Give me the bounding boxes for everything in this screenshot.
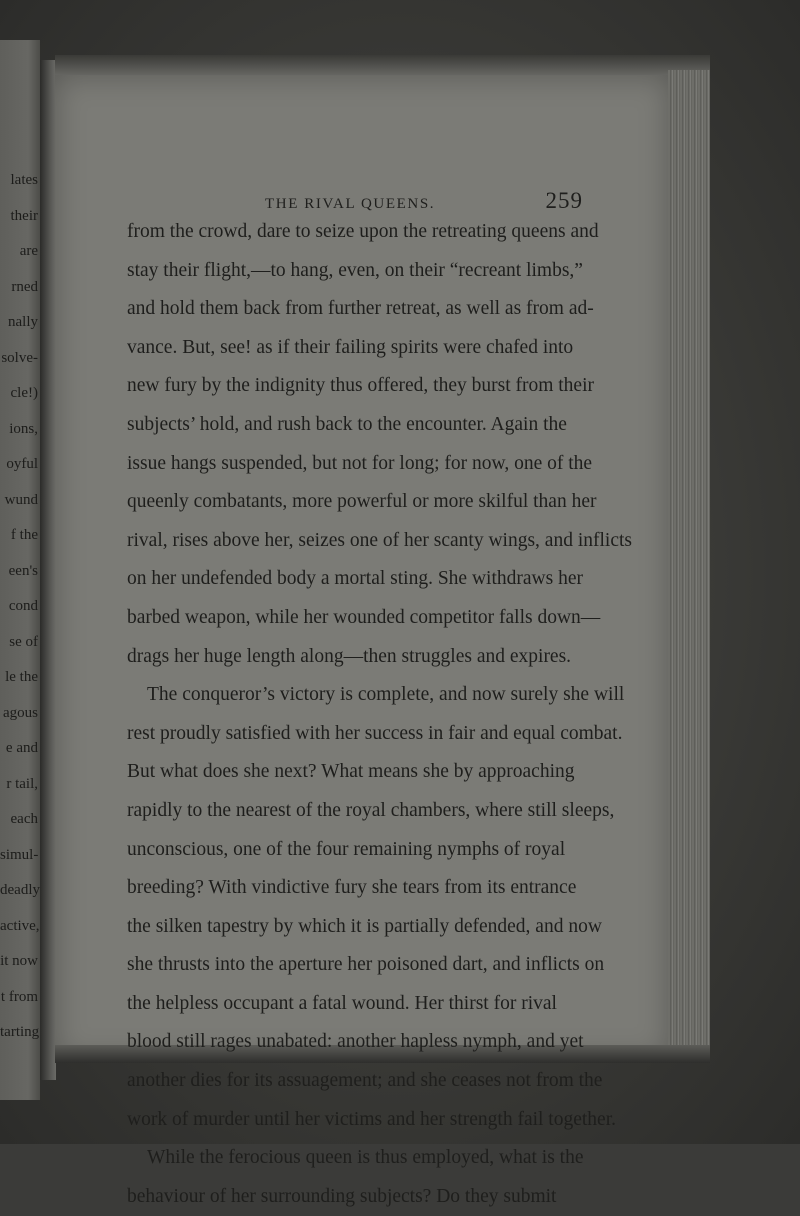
- text-line: breeding? With vindictive fury she tears from its entrance: [127, 877, 577, 899]
- previous-page-fragment: oyful: [6, 456, 38, 472]
- previous-page-fragment: solve-: [1, 349, 38, 366]
- text-line: The conqueror’s victory is complete, and now surely she will: [147, 684, 625, 706]
- text-line: rival, rises above her, seizes one of her scanty wings, and inflicts: [127, 529, 632, 551]
- page-edges-stack: [668, 70, 710, 1060]
- text-line: another dies for its assuagement; and she ceases not from the: [127, 1070, 603, 1092]
- page-top-edge: [55, 55, 710, 77]
- text-line: behaviour of her surrounding subjects? Do they submit: [127, 1185, 557, 1207]
- previous-page-fragment: their: [10, 207, 38, 224]
- previous-page-fragment: each: [10, 811, 38, 827]
- text-line: rapidly to the nearest of the royal chambers, where still sleeps,: [127, 799, 615, 821]
- previous-page-fragment: ions,: [9, 420, 38, 437]
- previous-page-fragment: le the: [5, 669, 38, 685]
- previous-page-fragment: se of: [9, 633, 38, 650]
- text-line: new fury by the indignity thus offered, they burst from their: [127, 375, 595, 397]
- text-line: from the crowd, dare to seize upon the retreating queens and: [127, 221, 599, 242]
- text-line: barbed weapon, while her wounded competitor falls down—: [127, 606, 601, 628]
- text-line: the helpless occupant a fatal wound. Her thirst for rival: [127, 992, 557, 1014]
- text-line: blood still rages unabated: another hapless nymph, and yet: [127, 1031, 584, 1053]
- previous-page-fragment: e and: [5, 740, 38, 756]
- previous-page-fragment: it now: [0, 953, 38, 969]
- previous-page-fragment: rned: [11, 278, 38, 295]
- text-line: vance. But, see! as if their failing spirits were chafed into: [127, 336, 574, 358]
- text-line: But what does she next? What means she by approaching: [127, 761, 575, 783]
- text-line: work of murder until her victims and her strength fail together.: [127, 1108, 616, 1130]
- previous-page-fragment: nally: [8, 314, 38, 330]
- previous-page-fragment: t from: [0, 988, 38, 1005]
- previous-page-edge: [0, 40, 40, 1100]
- text-line: and hold them back from further retreat, as well as from ad-: [127, 298, 594, 320]
- previous-page-fragment: wund: [4, 491, 38, 508]
- previous-page-fragment: active,: [0, 917, 40, 934]
- previous-page-fragment: cle!): [10, 385, 38, 401]
- text-line: on her undefended body a mortal sting. She withdraws her: [127, 568, 583, 590]
- text-line: subjects’ hold, and rush back to the encounter. Again the: [127, 413, 567, 435]
- text-line: queenly combatants, more powerful or more skilful than her: [127, 491, 597, 513]
- text-line: issue hangs suspended, but not for long; for now, one of the: [127, 452, 593, 474]
- previous-page-fragment: tarting: [0, 1024, 40, 1040]
- previous-page-fragment: cond: [8, 598, 38, 614]
- book-gutter: [40, 60, 56, 1080]
- previous-page-fragment: agous: [3, 704, 38, 721]
- previous-page-fragment: een's: [8, 562, 38, 579]
- text-line: stay their flight,—to hang, even, on their “recreant limbs,”: [127, 259, 583, 281]
- page-number: 259: [545, 188, 583, 213]
- previous-page-fragment: lates: [10, 172, 38, 188]
- text-line: unconscious, one of the four remaining nymphs of royal: [127, 838, 566, 860]
- text-line: she thrusts into the aperture her poisoned dart, and inflicts on: [127, 954, 605, 976]
- text-line: rest proudly satisfied with her success in fair and equal combat.: [127, 722, 623, 744]
- previous-page-fragment: f the: [10, 527, 38, 543]
- running-title: THE RIVAL QUEENS.: [265, 196, 436, 212]
- previous-page-fragment: are: [19, 243, 38, 259]
- previous-page-fragment: simul-: [0, 846, 39, 863]
- previous-page-fragment: r tail,: [6, 775, 38, 792]
- running-header: [265, 188, 583, 214]
- body-text: [127, 213, 632, 1216]
- text-line: the silken tapestry by which it is partially defended, and now: [127, 915, 602, 937]
- text-line: drags her huge length along—then struggles and expires.: [127, 645, 572, 667]
- previous-page-fragment: deadly: [0, 882, 40, 898]
- text-line: While the ferocious queen is thus employed, what is the: [147, 1147, 584, 1169]
